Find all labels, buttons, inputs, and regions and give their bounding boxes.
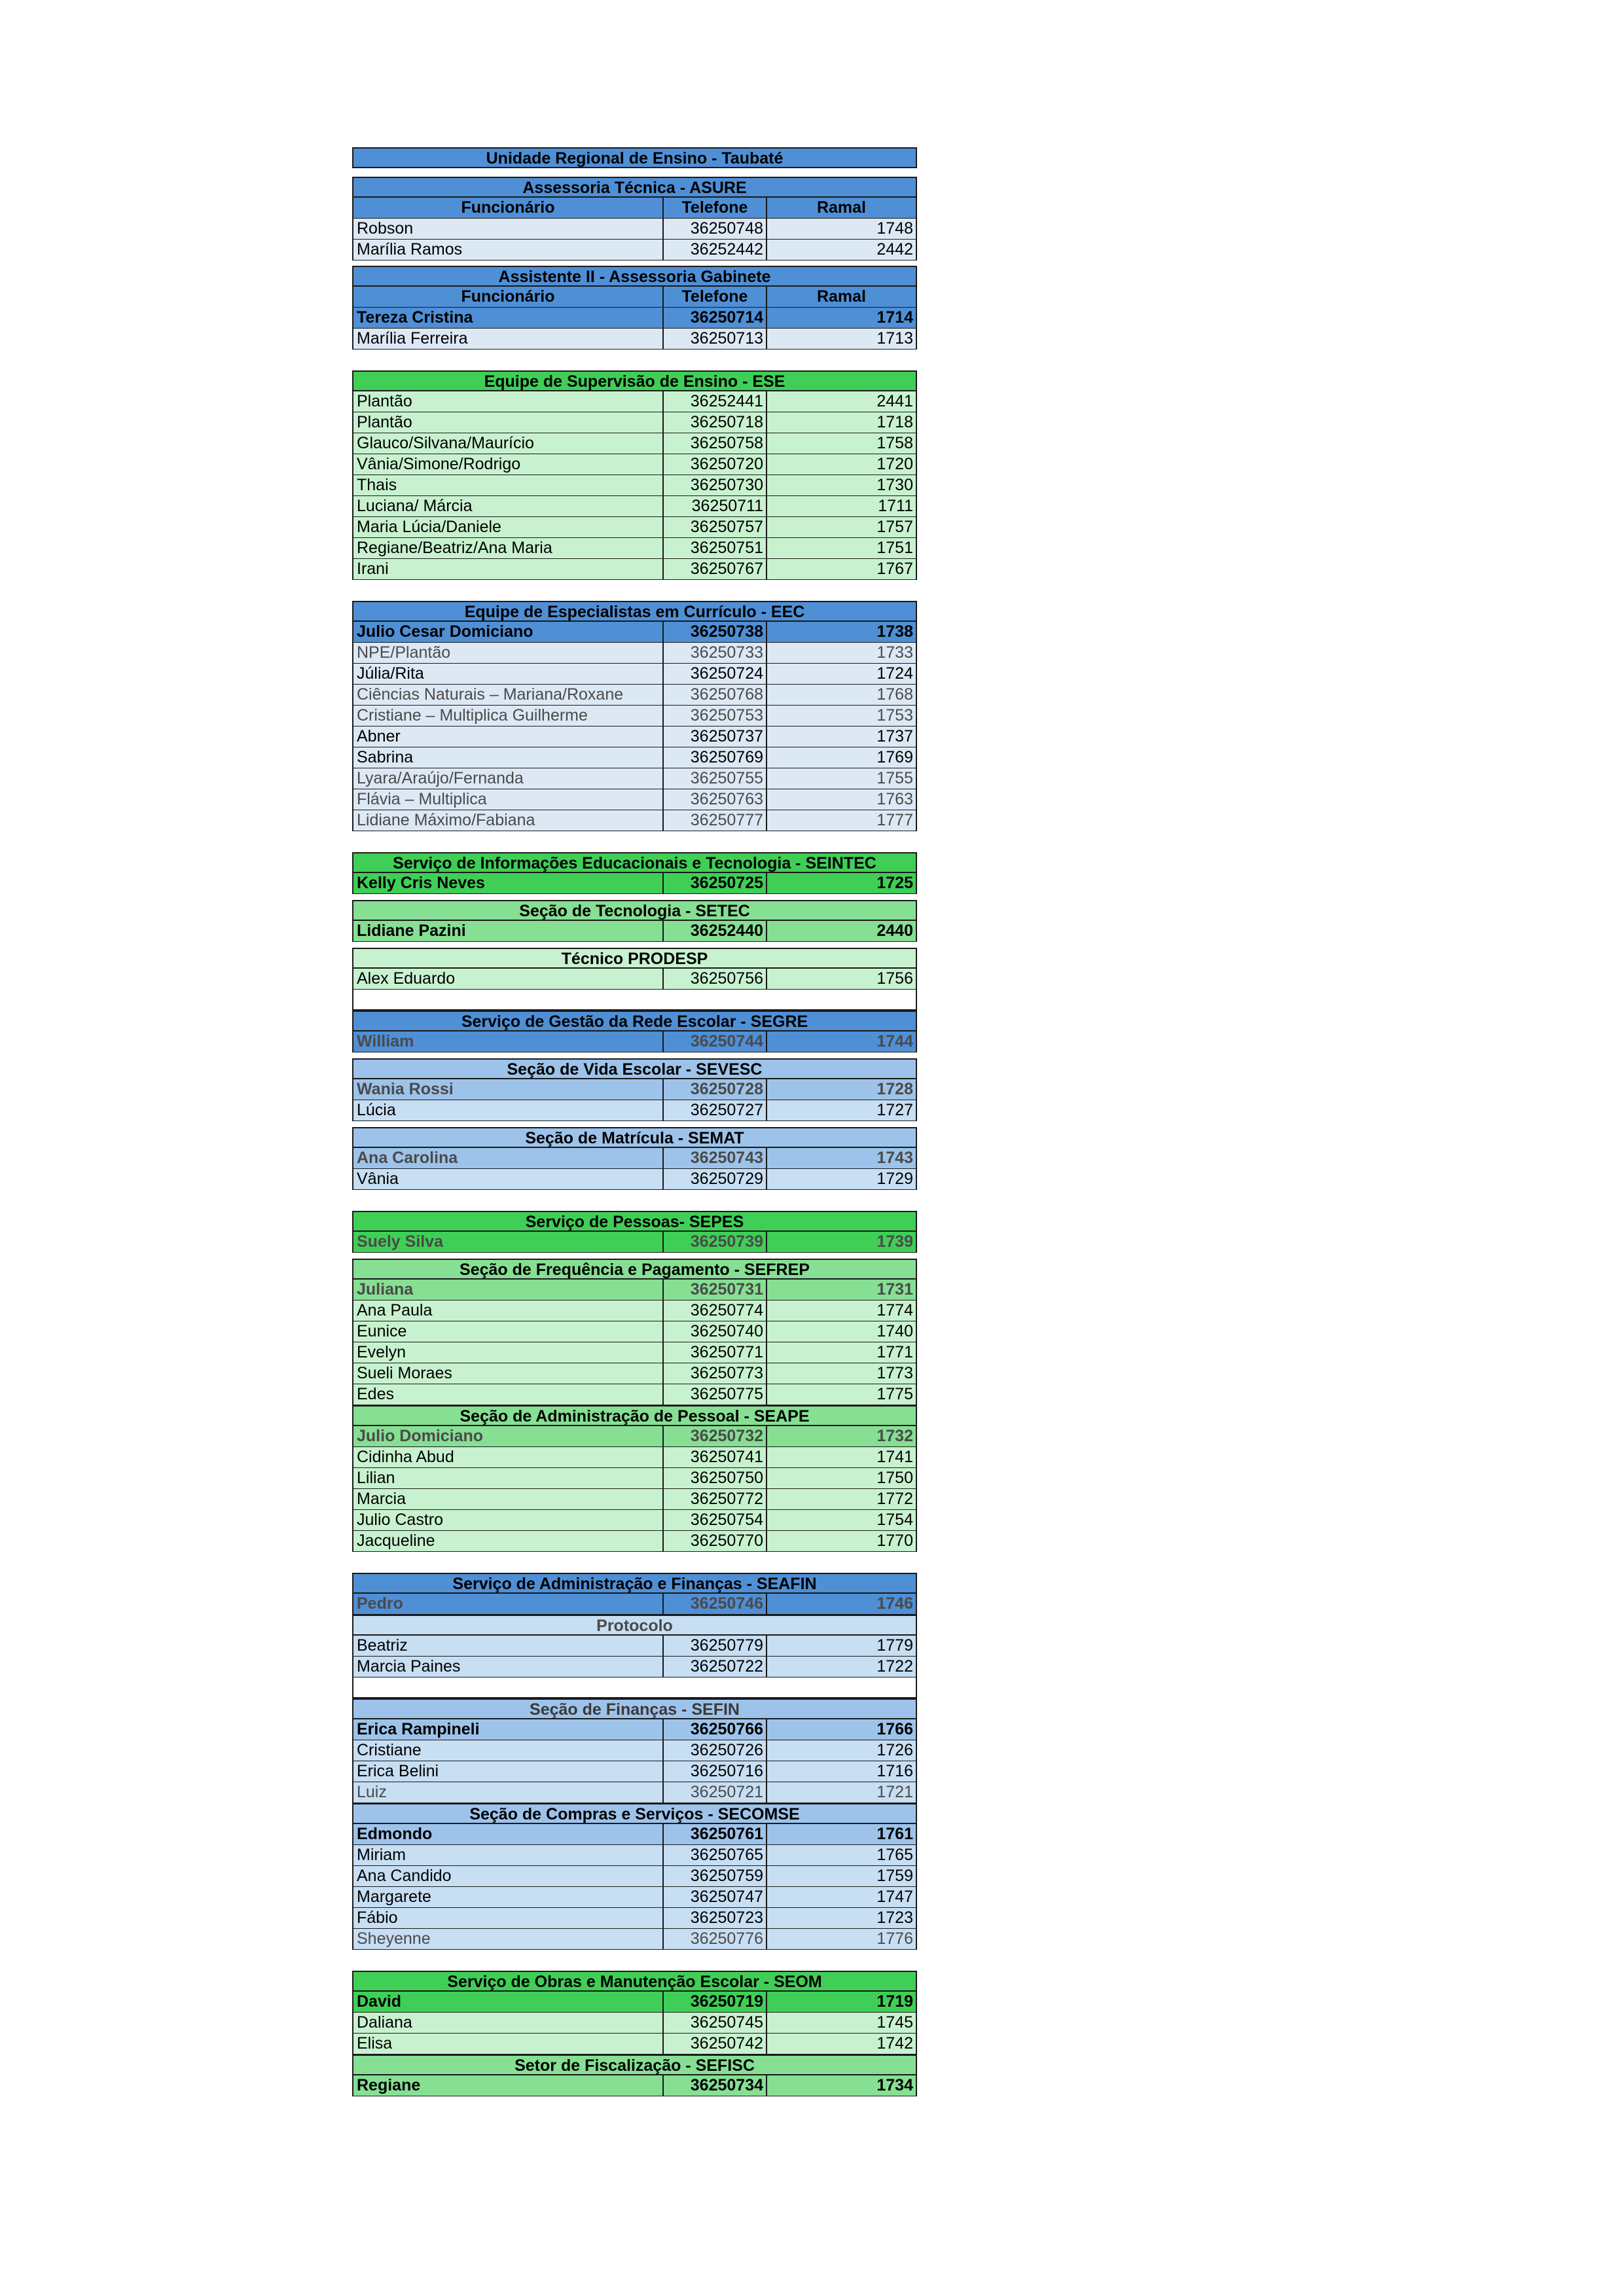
extension: 1747 — [767, 1887, 917, 1908]
table-row — [352, 1384, 917, 1405]
phone-number: 36250720 — [664, 454, 767, 475]
employee-name: Pedro — [352, 1594, 664, 1615]
section-header: Seção de Finanças - SEFIN — [352, 1698, 917, 1719]
table-row-lead — [352, 1148, 917, 1169]
phone-number: 36250758 — [664, 433, 767, 454]
phone-number: 36252442 — [664, 240, 767, 260]
column-header-telefone: Telefone — [664, 287, 767, 308]
phone-number: 36250772 — [664, 1489, 767, 1510]
employee-name: Ana Carolina — [352, 1148, 664, 1169]
extension: 1746 — [767, 1594, 917, 1615]
extension: 1716 — [767, 1761, 917, 1782]
extension: 1743 — [767, 1148, 917, 1169]
employee-name: Lilian — [352, 1468, 664, 1489]
extension: 1721 — [767, 1782, 917, 1803]
table-row — [352, 538, 917, 559]
table-row-lead — [352, 1594, 917, 1615]
phone-number: 36250743 — [664, 1148, 767, 1169]
table-row — [352, 559, 917, 580]
phone-number: 36250770 — [664, 1531, 767, 1552]
phone-number: 36250742 — [664, 2034, 767, 2054]
phone-number: 36250748 — [664, 219, 767, 240]
phone-number: 36250738 — [664, 622, 767, 643]
section-header: Seção de Matrícula - SEMAT — [352, 1127, 917, 1148]
employee-name: Lidiane Máximo/Fabiana — [352, 810, 664, 831]
extension: 1756 — [767, 969, 917, 990]
title-block — [352, 147, 917, 168]
table-row — [352, 643, 917, 664]
extension: 1753 — [767, 706, 917, 726]
extension: 1777 — [767, 810, 917, 831]
directory-sheet — [352, 147, 917, 2096]
employee-name: Miriam — [352, 1845, 664, 1866]
employee-name: Elisa — [352, 2034, 664, 2054]
employee-name: Glauco/Silvana/Maurício — [352, 433, 664, 454]
table-row-lead — [352, 1280, 917, 1300]
phone-number: 36250732 — [664, 1426, 767, 1447]
employee-name: Sueli Moraes — [352, 1363, 664, 1384]
phone-number: 36250768 — [664, 685, 767, 706]
extension: 2441 — [767, 391, 917, 412]
phone-number: 36250767 — [664, 559, 767, 580]
extension: 1773 — [767, 1363, 917, 1384]
section-sepes — [352, 1211, 917, 1253]
phone-number: 36250719 — [664, 1992, 767, 2013]
table-row — [352, 664, 917, 685]
table-row — [352, 433, 917, 454]
employee-name: Tereza Cristina — [352, 308, 664, 329]
employee-name: Flávia – Multiplica — [352, 789, 664, 810]
employee-name: Margarete — [352, 1887, 664, 1908]
table-row — [352, 768, 917, 789]
section-header: Serviço de Pessoas- SEPES — [352, 1211, 917, 1232]
employee-name: Julio Domiciano — [352, 1426, 664, 1447]
employee-name: Fábio — [352, 1908, 664, 1929]
column-header-ramal: Ramal — [767, 287, 917, 308]
phone-number: 36250714 — [664, 308, 767, 329]
table-row — [352, 685, 917, 706]
employee-name: Sabrina — [352, 747, 664, 768]
extension: 1732 — [767, 1426, 917, 1447]
phone-number: 36250751 — [664, 538, 767, 559]
table-row-lead — [352, 1719, 917, 1740]
table-row — [352, 1531, 917, 1552]
table-row — [352, 475, 917, 496]
extension: 1766 — [767, 1719, 917, 1740]
section-seom — [352, 1971, 917, 2054]
phone-number: 36250763 — [664, 789, 767, 810]
extension: 1744 — [767, 1031, 917, 1052]
phone-number: 36250755 — [664, 768, 767, 789]
column-header-telefone: Telefone — [664, 198, 767, 219]
column-header-ramal: Ramal — [767, 198, 917, 219]
phone-number: 36250769 — [664, 747, 767, 768]
extension: 1718 — [767, 412, 917, 433]
table-row — [352, 496, 917, 517]
employee-name: Edmondo — [352, 1824, 664, 1845]
employee-name: Eunice — [352, 1321, 664, 1342]
section-sefin — [352, 1698, 917, 1803]
extension: 1737 — [767, 726, 917, 747]
employee-name: Suely Silva — [352, 1232, 664, 1253]
employee-name: Lyara/Araújo/Fernanda — [352, 768, 664, 789]
employee-name: NPE/Plantão — [352, 643, 664, 664]
employee-name: Marília Ramos — [352, 240, 664, 260]
employee-name: Maria Lúcia/Daniele — [352, 517, 664, 538]
table-row — [352, 810, 917, 831]
extension: 1738 — [767, 622, 917, 643]
phone-number: 36250713 — [664, 329, 767, 350]
table-row — [352, 1489, 917, 1510]
employee-name: Cristiane – Multiplica Guilherme — [352, 706, 664, 726]
extension: 1770 — [767, 1531, 917, 1552]
extension: 1759 — [767, 1866, 917, 1887]
table-row — [352, 1342, 917, 1363]
phone-number: 36250747 — [664, 1887, 767, 1908]
section-protocolo — [352, 1615, 917, 1698]
phone-number: 36250727 — [664, 1100, 767, 1121]
section-secomse — [352, 1803, 917, 1950]
table-row — [352, 1887, 917, 1908]
section-header: Serviço de Gestão da Rede Escolar - SEGRE — [352, 1011, 917, 1031]
extension: 1765 — [767, 1845, 917, 1866]
extension: 1733 — [767, 643, 917, 664]
employee-name: Jacqueline — [352, 1531, 664, 1552]
extension: 1723 — [767, 1908, 917, 1929]
section-sevesc — [352, 1058, 917, 1121]
table-row — [352, 1908, 917, 1929]
employee-name: Erica Belini — [352, 1761, 664, 1782]
section-header: Serviço de Informações Educacionais e Tecnologia - SEINTEC — [352, 852, 917, 873]
table-row-lead — [352, 308, 917, 329]
extension: 1711 — [767, 496, 917, 517]
extension: 1714 — [767, 308, 917, 329]
extension: 1771 — [767, 1342, 917, 1363]
phone-number: 36250750 — [664, 1468, 767, 1489]
extension: 1725 — [767, 873, 917, 894]
extension: 1722 — [767, 1657, 917, 1677]
table-row — [352, 1321, 917, 1342]
phone-number: 36250716 — [664, 1761, 767, 1782]
table-row — [352, 1845, 917, 1866]
phone-number: 36250734 — [664, 2075, 767, 2096]
employee-name: Evelyn — [352, 1342, 664, 1363]
section-gabinete — [352, 266, 917, 350]
table-row — [352, 1510, 917, 1531]
employee-name: Cidinha Abud — [352, 1447, 664, 1468]
column-header-row — [352, 198, 917, 219]
table-row — [352, 517, 917, 538]
employee-name: Lúcia — [352, 1100, 664, 1121]
section-header: Setor de Fiscalização - SEFISC — [352, 2054, 917, 2075]
employee-name: Abner — [352, 726, 664, 747]
extension: 1758 — [767, 433, 917, 454]
table-row — [352, 2034, 917, 2054]
employee-name: Julio Castro — [352, 1510, 664, 1531]
column-header-funcionario: Funcionário — [352, 287, 664, 308]
table-row — [352, 726, 917, 747]
phone-number: 36250746 — [664, 1594, 767, 1615]
employee-name: Marcia — [352, 1489, 664, 1510]
column-header-funcionario: Funcionário — [352, 198, 664, 219]
section-header: Serviço de Obras e Manutenção Escolar - SEOM — [352, 1971, 917, 1992]
employee-name: Vânia — [352, 1169, 664, 1190]
table-row — [352, 1169, 917, 1190]
section-header: Protocolo — [352, 1615, 917, 1636]
section-seafin — [352, 1573, 917, 1615]
section-header: Seção de Vida Escolar - SEVESC — [352, 1058, 917, 1079]
employee-name: Kelly Cris Neves — [352, 873, 664, 894]
table-row — [352, 747, 917, 768]
table-row-lead — [352, 1232, 917, 1253]
phone-number: 36252440 — [664, 921, 767, 942]
employee-name: Irani — [352, 559, 664, 580]
employee-name: Sheyenne — [352, 1929, 664, 1950]
employee-name: Juliana — [352, 1280, 664, 1300]
section-semat — [352, 1127, 917, 1190]
phone-number: 36250753 — [664, 706, 767, 726]
phone-number: 36250721 — [664, 1782, 767, 1803]
extension: 1768 — [767, 685, 917, 706]
phone-number: 36250773 — [664, 1363, 767, 1384]
extension: 1730 — [767, 475, 917, 496]
table-row — [352, 1363, 917, 1384]
table-row-lead — [352, 873, 917, 894]
table-row — [352, 1300, 917, 1321]
section-header: Seção de Administração de Pessoal - SEAPE — [352, 1405, 917, 1426]
section-header: Seção de Tecnologia - SETEC — [352, 900, 917, 921]
extension: 1734 — [767, 2075, 917, 2096]
blank-row — [352, 1677, 917, 1698]
section-header: Seção de Compras e Serviços - SECOMSE — [352, 1803, 917, 1824]
table-row — [352, 1468, 917, 1489]
section-seintec — [352, 852, 917, 894]
employee-name: Plantão — [352, 412, 664, 433]
employee-name: Cristiane — [352, 1740, 664, 1761]
section-sefisc — [352, 2054, 917, 2096]
phone-number: 36250765 — [664, 1845, 767, 1866]
extension: 1729 — [767, 1169, 917, 1190]
phone-number: 36250728 — [664, 1079, 767, 1100]
phone-number: 36250741 — [664, 1447, 767, 1468]
extension: 1769 — [767, 747, 917, 768]
employee-name: Ana Paula — [352, 1300, 664, 1321]
extension: 1720 — [767, 454, 917, 475]
phone-number: 36250759 — [664, 1866, 767, 1887]
extension: 1724 — [767, 664, 917, 685]
employee-name: Marília Ferreira — [352, 329, 664, 350]
phone-number: 36250761 — [664, 1824, 767, 1845]
blank-row — [352, 990, 917, 1011]
table-row — [352, 454, 917, 475]
extension: 1751 — [767, 538, 917, 559]
section-seape — [352, 1405, 917, 1552]
extension: 1761 — [767, 1824, 917, 1845]
table-row — [352, 2013, 917, 2034]
employee-name: Robson — [352, 219, 664, 240]
extension: 1775 — [767, 1384, 917, 1405]
table-row-lead — [352, 1992, 917, 2013]
phone-number: 36250771 — [664, 1342, 767, 1363]
section-header: Técnico PRODESP — [352, 948, 917, 969]
table-row-lead — [352, 1031, 917, 1052]
section-eec — [352, 601, 917, 831]
phone-number: 36250733 — [664, 643, 767, 664]
employee-name: Júlia/Rita — [352, 664, 664, 685]
employee-name: William — [352, 1031, 664, 1052]
page-title: Unidade Regional de Ensino - Taubaté — [352, 147, 917, 168]
extension: 1763 — [767, 789, 917, 810]
section-header: Assistente II - Assessoria Gabinete — [352, 266, 917, 287]
table-row — [352, 1657, 917, 1677]
table-row — [352, 329, 917, 350]
extension: 1754 — [767, 1510, 917, 1531]
section-sefrep — [352, 1259, 917, 1405]
employee-name: Marcia Paines — [352, 1657, 664, 1677]
extension: 1741 — [767, 1447, 917, 1468]
phone-number: 36250739 — [664, 1232, 767, 1253]
phone-number: 36250756 — [664, 969, 767, 990]
extension: 1774 — [767, 1300, 917, 1321]
employee-name: Regiane/Beatriz/Ana Maria — [352, 538, 664, 559]
table-row-lead — [352, 921, 917, 942]
employee-name: Lidiane Pazini — [352, 921, 664, 942]
employee-name: Julio Cesar Domiciano — [352, 622, 664, 643]
section-asure — [352, 177, 917, 260]
employee-name: Alex Eduardo — [352, 969, 664, 990]
extension: 1757 — [767, 517, 917, 538]
extension: 1740 — [767, 1321, 917, 1342]
phone-number: 36250776 — [664, 1929, 767, 1950]
table-row — [352, 1100, 917, 1121]
section-setec — [352, 900, 917, 942]
table-row — [352, 412, 917, 433]
section-header: Equipe de Supervisão de Ensino - ESE — [352, 370, 917, 391]
phone-number: 36250718 — [664, 412, 767, 433]
table-row — [352, 219, 917, 240]
phone-number: 36250766 — [664, 1719, 767, 1740]
phone-number: 36250774 — [664, 1300, 767, 1321]
phone-number: 36250737 — [664, 726, 767, 747]
phone-number: 36252441 — [664, 391, 767, 412]
employee-name: Regiane — [352, 2075, 664, 2096]
employee-name: Plantão — [352, 391, 664, 412]
table-row — [352, 789, 917, 810]
section-segre — [352, 1011, 917, 1052]
phone-number: 36250724 — [664, 664, 767, 685]
phone-number: 36250779 — [664, 1636, 767, 1657]
extension: 1772 — [767, 1489, 917, 1510]
phone-number: 36250757 — [664, 517, 767, 538]
employee-name: Ana Candido — [352, 1866, 664, 1887]
table-row — [352, 1929, 917, 1950]
table-row — [352, 1782, 917, 1803]
table-row-lead — [352, 1079, 917, 1100]
section-ese — [352, 370, 917, 580]
employee-name: Erica Rampineli — [352, 1719, 664, 1740]
extension: 1750 — [767, 1468, 917, 1489]
employee-name: David — [352, 1992, 664, 2013]
phone-number: 36250730 — [664, 475, 767, 496]
extension: 1727 — [767, 1100, 917, 1121]
section-prodesp — [352, 948, 917, 1011]
table-row — [352, 240, 917, 260]
table-row-lead — [352, 622, 917, 643]
phone-number: 36250723 — [664, 1908, 767, 1929]
phone-number: 36250725 — [664, 873, 767, 894]
employee-name: Vânia/Simone/Rodrigo — [352, 454, 664, 475]
extension: 1755 — [767, 768, 917, 789]
employee-name: Luiz — [352, 1782, 664, 1803]
phone-number: 36250722 — [664, 1657, 767, 1677]
phone-number: 36250775 — [664, 1384, 767, 1405]
table-row-lead — [352, 1426, 917, 1447]
extension: 1719 — [767, 1992, 917, 2013]
phone-number: 36250729 — [664, 1169, 767, 1190]
extension: 1731 — [767, 1280, 917, 1300]
section-header: Equipe de Especialistas em Currículo - EEC — [352, 601, 917, 622]
table-row — [352, 1740, 917, 1761]
table-row — [352, 706, 917, 726]
extension: 1742 — [767, 2034, 917, 2054]
employee-name: Ciências Naturais – Mariana/Roxane — [352, 685, 664, 706]
extension: 1728 — [767, 1079, 917, 1100]
table-row — [352, 1761, 917, 1782]
table-row — [352, 1636, 917, 1657]
extension: 1748 — [767, 219, 917, 240]
phone-number: 36250777 — [664, 810, 767, 831]
phone-number: 36250731 — [664, 1280, 767, 1300]
phone-number: 36250740 — [664, 1321, 767, 1342]
section-header: Serviço de Administração e Finanças - SEAFIN — [352, 1573, 917, 1594]
extension: 1726 — [767, 1740, 917, 1761]
extension: 2440 — [767, 921, 917, 942]
phone-number: 36250744 — [664, 1031, 767, 1052]
phone-number: 36250754 — [664, 1510, 767, 1531]
section-header: Assessoria Técnica - ASURE — [352, 177, 917, 198]
employee-name: Wania Rossi — [352, 1079, 664, 1100]
table-row-lead — [352, 1824, 917, 1845]
extension: 1713 — [767, 329, 917, 350]
extension: 2442 — [767, 240, 917, 260]
employee-name: Edes — [352, 1384, 664, 1405]
extension: 1767 — [767, 559, 917, 580]
table-row-lead — [352, 2075, 917, 2096]
section-header: Seção de Frequência e Pagamento - SEFREP — [352, 1259, 917, 1280]
employee-name: Beatriz — [352, 1636, 664, 1657]
table-row — [352, 1866, 917, 1887]
employee-name: Daliana — [352, 2013, 664, 2034]
extension: 1739 — [767, 1232, 917, 1253]
table-row — [352, 969, 917, 990]
extension: 1745 — [767, 2013, 917, 2034]
table-row — [352, 391, 917, 412]
employee-name: Thais — [352, 475, 664, 496]
extension: 1779 — [767, 1636, 917, 1657]
phone-number: 36250745 — [664, 2013, 767, 2034]
table-row — [352, 1447, 917, 1468]
column-header-row — [352, 287, 917, 308]
phone-number: 36250726 — [664, 1740, 767, 1761]
employee-name: Luciana/ Márcia — [352, 496, 664, 517]
extension: 1776 — [767, 1929, 917, 1950]
phone-number: 36250711 — [664, 496, 767, 517]
